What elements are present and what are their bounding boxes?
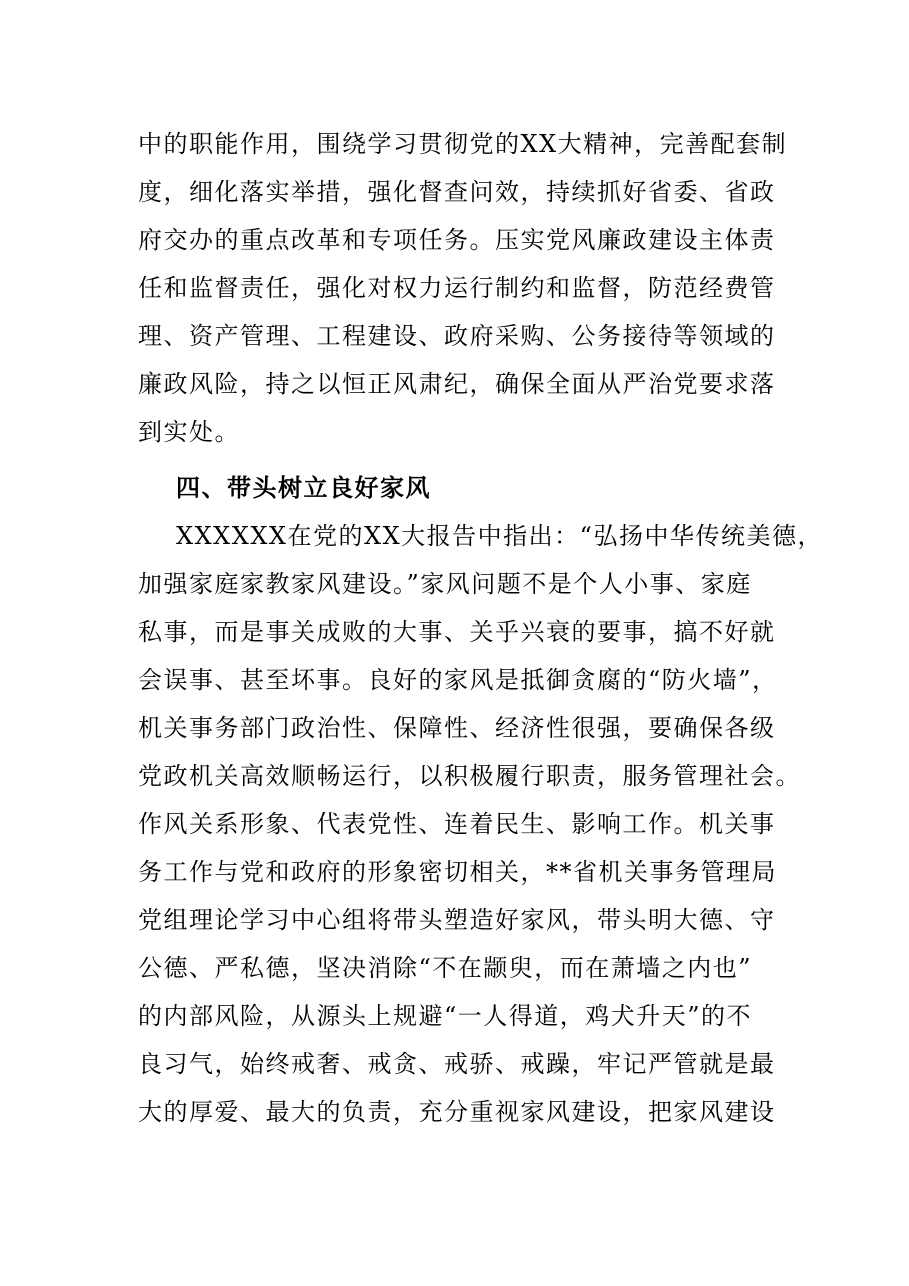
text-line: 中的职能作用，围绕学习贯彻党的XX大精神，完善配套制 xyxy=(138,130,788,158)
section-heading: 四、带头树立良好家风 xyxy=(176,474,431,502)
paragraph-family-style xyxy=(138,512,823,1136)
text-line: 机关事务部门政治性、保障性、经济性很强，要确保各级 xyxy=(138,714,776,742)
text-line: 到实处。 xyxy=(138,418,240,446)
text-line: 会误事、甚至坏事。良好的家风是抵御贪腐的“防火墙”， xyxy=(138,666,778,694)
text-line: 廉政风险，持之以恒正风肃纪，确保全面从严治党要求落 xyxy=(138,370,776,398)
text-line: 作风关系形象、代表党性、连着民生、影响工作。机关事 xyxy=(138,810,776,838)
text-line: 党政机关高效顺畅运行，以积极履行职责，服务管理社会。 xyxy=(138,762,801,790)
text-line: XXXXXX在党的XX大报告中指出：“弘扬中华传统美德， xyxy=(176,522,823,550)
text-line: 公德、严私德，坚决消除“不在颛臾，而在萧墙之内也” xyxy=(138,954,753,982)
paragraph-continued xyxy=(138,120,788,456)
text-line: 府交办的重点改革和专项任务。压实党风廉政建设主体责 xyxy=(138,226,776,254)
text-line: 理、资产管理、工程建设、政府采购、公务接待等领域的 xyxy=(138,322,776,350)
text-line: 大的厚爱、最大的负责，充分重视家风建设，把家风建设 xyxy=(138,1098,776,1126)
text-line: 私事，而是事关成败的大事、关乎兴衰的要事，搞不好就 xyxy=(138,618,776,646)
text-line: 务工作与党和政府的形象密切相关，**省机关事务管理局 xyxy=(138,858,777,886)
text-line: 加强家庭家教家风建设。”家风问题不是个人小事、家庭 xyxy=(138,570,752,598)
text-line: 任和监督责任，强化对权力运行制约和监督，防范经费管 xyxy=(138,274,776,302)
text-line: 度，细化落实举措，强化督查问效，持续抓好省委、省政 xyxy=(138,178,776,206)
section-heading-block xyxy=(138,464,778,512)
text-line: 的内部风险，从源头上规避“一人得道，鸡犬升天”的不 xyxy=(138,1002,753,1030)
text-line: 党组理论学习中心组将带头塑造好家风，带头明大德、守 xyxy=(138,906,776,934)
text-line: 良习气，始终戒奢、戒贪、戒骄、戒躁，牢记严管就是最 xyxy=(138,1050,776,1078)
